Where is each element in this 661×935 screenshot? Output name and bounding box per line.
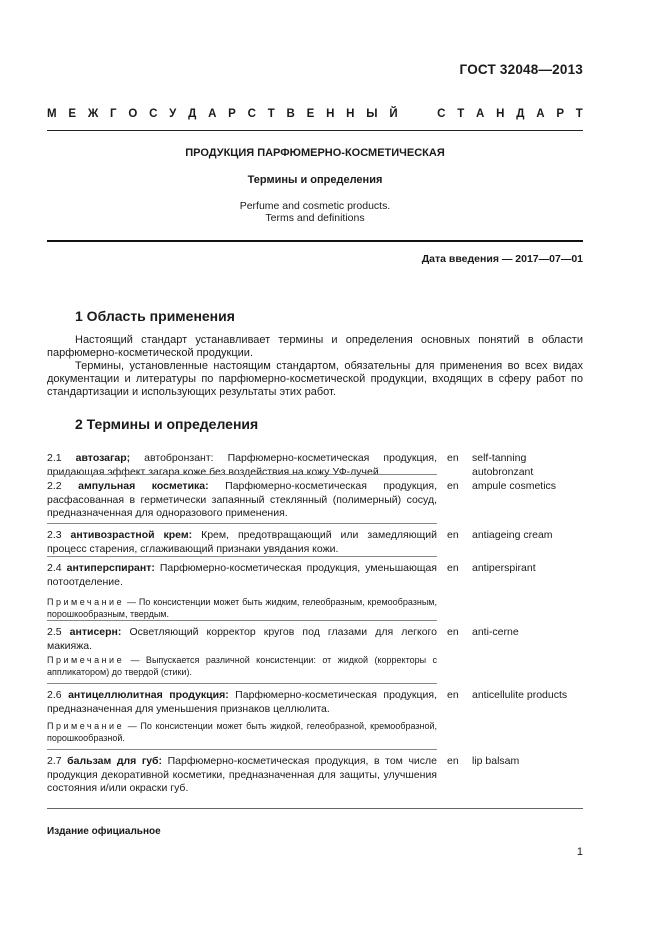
banner-letter: Т [575, 108, 583, 120]
term-separator [47, 749, 437, 750]
term-number: 2.7 [47, 755, 68, 767]
term-english-equivalent: lip balsam [472, 755, 520, 767]
term-separator [47, 474, 437, 475]
document-title: ПРОДУКЦИЯ ПАРФЮМЕРНО-КОСМЕТИЧЕСКАЯ [185, 147, 445, 159]
term-name: антивозрастной крем: [70, 529, 193, 541]
term-english-equivalent: antiageing cream [472, 529, 553, 541]
banner-letter: Т [267, 108, 275, 120]
note-label: Примечание [47, 597, 125, 607]
term-name: антисерн: [69, 626, 122, 638]
banner-letter: О [128, 108, 138, 120]
banner-letter: Н [346, 108, 355, 120]
term-english-equivalent: anti-cerne [472, 626, 519, 638]
banner-letter: Р [556, 108, 564, 120]
section-1-heading: 1 Область применения [75, 308, 235, 324]
term-language: en [447, 480, 459, 492]
term-number: 2.1 [47, 452, 76, 464]
banner-letter: Е [68, 108, 77, 120]
banner-letter: С [149, 108, 158, 120]
term-definition [47, 689, 437, 716]
banner-letter: Г [110, 108, 117, 120]
term-definition [47, 562, 437, 589]
term-language: en [447, 452, 459, 464]
banner-letter: С [247, 108, 256, 120]
note-text: — По консистенции может быть жидким, гелеобразным, кремообразным, порошкообразным, твердым. [47, 597, 437, 619]
introduction-date: Дата введения — 2017—07—01 [421, 253, 583, 265]
term-text: Парфюмерно-косметическая продукция, предназначенная для уменьшения признаков целлюлита. [47, 689, 437, 715]
banner-letter: Ж [87, 108, 99, 120]
term-name: ампульная косметика: [78, 480, 209, 492]
term-language: en [447, 529, 459, 541]
term-language: en [447, 626, 459, 638]
banner-letter: Р [228, 108, 236, 120]
term-text: Парфюмерно-косметическая продукция, расфасованная в герметически запаянный стеклянный (полимерный) сосуд, предназначенная для одноразового применения. [47, 480, 438, 519]
term-english-equivalent: anticellulite products [472, 689, 568, 701]
term-text: автобронзант: Парфюмерно-косметическая продукция, придающая эффект загара коже без воздействия на кожу УФ-лучей. [47, 452, 438, 478]
term-language: en [447, 689, 459, 701]
banner-rule [47, 130, 583, 131]
term-name: автозагар; [75, 452, 131, 464]
page-number: 1 [576, 846, 583, 858]
term-definition [47, 626, 437, 653]
banner-letter: У [169, 108, 177, 120]
term-name: антицеллюлитная продукция: [68, 689, 229, 701]
note-text: — Выпускается различной консистенции: от жидкой (корректоры с аппликатором) до твердой (стики). [47, 655, 437, 677]
term-language: en [447, 755, 459, 767]
term-definition [47, 755, 437, 796]
banner-letter: А [536, 108, 545, 120]
section-1-paragraph-2: Термины, установленные настоящим стандартом, обязательны для применения во всех видах документации и литературы по парфюмерно-косметической продукции, входящих в сферу работ по стандартизации и использующих результаты этих работ. [47, 360, 583, 399]
term-number: 2.2 [47, 480, 79, 492]
banner-letter: С [437, 108, 446, 120]
term-separator [47, 620, 437, 621]
term-text: Парфюмерно-косметическая продукция, уменьшающая потоотделение. [47, 562, 437, 588]
term-note [47, 654, 437, 678]
banner-letter: Н [326, 108, 335, 120]
term-number: 2.5 [47, 626, 70, 638]
term-name: антиперспирант: [66, 562, 155, 574]
term-text: Осветляющий корректор кругов под глазами для легкого макияжа. [47, 626, 437, 652]
title-en-line1: Perfume and cosmetic products. [239, 200, 391, 212]
banner-letter: Д [516, 108, 525, 120]
banner-gap [409, 108, 425, 120]
banner-letter: Ы [366, 108, 378, 120]
banner-letter: А [476, 108, 485, 120]
term-definition [47, 480, 437, 521]
term-english-equivalent: ampule cosmetics [472, 480, 557, 492]
note-text: — По консистенции может быть жидкой, гелеобразной, кремообразной, порошкообразной. [47, 721, 437, 743]
banner-letter: М [47, 108, 57, 120]
banner-letter: А [208, 108, 217, 120]
title-rule [47, 240, 583, 242]
term-separator [47, 556, 437, 557]
term-english-equivalent: antiperspirant [472, 562, 536, 574]
banner-letter: Т [457, 108, 465, 120]
term-number: 2.3 [47, 529, 71, 541]
term-language: en [447, 562, 459, 574]
note-label: Примечание [47, 721, 125, 731]
term-separator [47, 683, 437, 684]
term-number: 2.6 [47, 689, 69, 701]
document-code: ГОСТ 32048—2013 [459, 62, 583, 77]
section-1-paragraph-1: Настоящий стандарт устанавливает термины и определения основных понятий в области парфюмерно-косметической продукции. [47, 334, 583, 360]
term-separator [47, 523, 437, 524]
title-en-line2: Terms and definitions [265, 212, 365, 224]
term-name: бальзам для губ: [67, 755, 163, 767]
term-english-equivalent: self-tanning autobronzant [472, 452, 534, 478]
term-text: Крем, предотвращающий или замедляющий процесс старения, сглаживающий признаки увядания кожи. [47, 529, 437, 555]
document-title-en [47, 200, 583, 224]
term-note [47, 720, 437, 744]
section-2-heading: 2 Термины и определения [75, 416, 259, 432]
standard-banner [47, 108, 583, 120]
banner-letter: В [286, 108, 295, 120]
term-text: Парфюмерно-косметическая продукция, в том числе продукция декоративной косметики, предназначенная для защиты, улучшения состояния и/или окраски губ. [47, 755, 437, 794]
document-subtitle: Термины и определения [247, 174, 383, 186]
footer-rule [47, 808, 583, 809]
term-number: 2.4 [47, 562, 67, 574]
banner-letter: Й [389, 108, 398, 120]
edition-label: Издание официальное [47, 826, 161, 837]
banner-letter: Е [306, 108, 315, 120]
note-label: Примечание [47, 655, 125, 665]
banner-letter: Д [188, 108, 197, 120]
banner-letter: Н [496, 108, 505, 120]
term-note [47, 596, 437, 620]
term-definition [47, 529, 437, 556]
